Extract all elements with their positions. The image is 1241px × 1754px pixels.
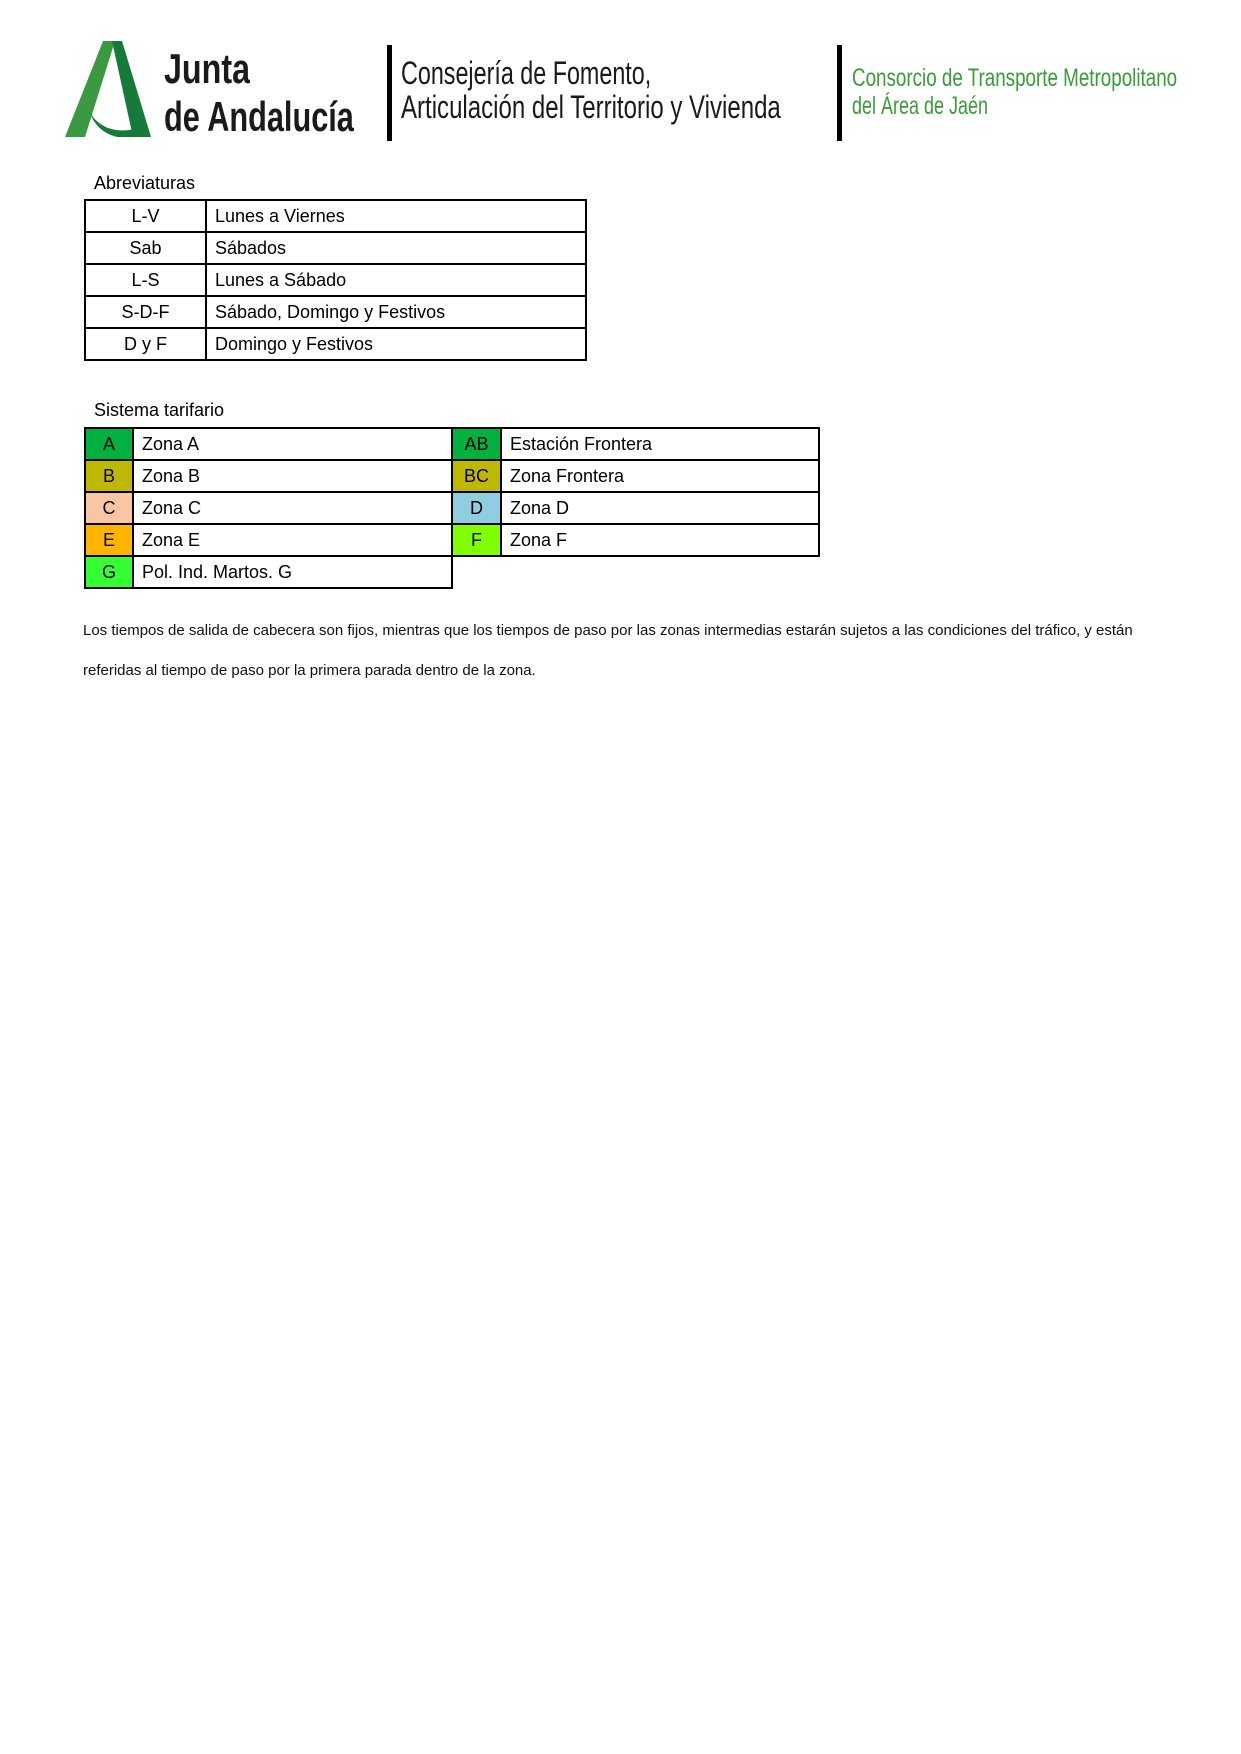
consortium-name-line2 [852, 91, 988, 123]
abbreviation-code: D y F [86, 329, 207, 359]
abbreviation-code: L-S [86, 265, 207, 295]
fare-zone-name: Zona C [142, 497, 202, 518]
abbreviation-meaning: Lunes a Viernes [215, 205, 345, 226]
ministry-name-line2 [401, 88, 781, 128]
ministry-name-line1-text: Consejería de Fomento, [401, 55, 651, 91]
logo-left-stroke [65, 41, 115, 137]
fare-zones-table-left [84, 427, 453, 589]
table-row [86, 429, 451, 459]
table-row [86, 263, 585, 295]
fare-zone-name: Zona D [510, 497, 570, 518]
fare-system-title: Sistema tarifario [94, 400, 225, 420]
consortium-name-line2-text: del Área de Jaén [852, 92, 988, 120]
table-row [86, 201, 585, 231]
fare-zone-code: G [86, 557, 134, 587]
fare-zone-name: Zona Frontera [510, 465, 625, 486]
abbreviation-code: L-V [86, 201, 207, 231]
abbreviation-code: Sab [86, 233, 207, 263]
fare-zone-name: Zona F [510, 529, 568, 550]
table-row [86, 523, 451, 555]
fare-zone-code: C [86, 493, 134, 523]
timetable-note: Los tiempos de salida de cabecera son fijos, mientras que los tiempos de paso por las zonas intermedias estarán sujetos a las condiciones del tráfico, y están referidas al tiempo de paso por la primera parada dentro de la zona. [83, 622, 1133, 679]
abbreviation-meaning: Sábados [215, 237, 287, 258]
abbreviation-meaning: Domingo y Festivos [215, 333, 374, 354]
abbreviation-code: S-D-F [86, 297, 207, 327]
table-row [86, 295, 585, 327]
ministry-name-line2-text: Articulación del Territorio y Vivienda [401, 89, 781, 125]
fare-zone-code: BC [453, 461, 502, 491]
table-row [86, 555, 451, 587]
fare-zone-code: D [453, 493, 502, 523]
header-divider [837, 45, 842, 141]
fare-zone-code: B [86, 461, 134, 491]
logo-text-de-andalucia [164, 94, 354, 144]
table-row [453, 429, 818, 459]
logo-right-stroke [112, 41, 151, 137]
fare-zone-code: F [453, 525, 502, 555]
table-row [453, 459, 818, 491]
table-row [86, 327, 585, 359]
table-row [86, 459, 451, 491]
abbreviations-title: Abreviaturas [94, 173, 196, 193]
table-row [453, 523, 818, 555]
logo-text-de-andalucia-label: de Andalucía [164, 94, 354, 140]
header-divider [387, 45, 392, 141]
fare-zone-name: Zona E [142, 529, 201, 550]
fare-zone-name: Zona A [142, 433, 200, 454]
table-row [86, 491, 451, 523]
table-row [453, 491, 818, 523]
fare-zone-code: A [86, 429, 134, 459]
logo-text-junta-label: Junta [164, 46, 250, 92]
abbreviation-meaning: Sábado, Domingo y Festivos [215, 301, 446, 322]
consortium-name-line1-text: Consorcio de Transporte Metropolitano [852, 64, 1177, 92]
abbreviations-table [84, 199, 587, 361]
logo-text-junta [164, 46, 250, 96]
fare-zone-name: Pol. Ind. Martos. G [142, 561, 293, 582]
table-row [86, 231, 585, 263]
abbreviation-meaning: Lunes a Sábado [215, 269, 347, 290]
fare-zone-name: Zona B [142, 465, 201, 486]
fare-zone-name: Estación Frontera [510, 433, 653, 454]
fare-zones-table-right [451, 427, 820, 557]
fare-zone-code: AB [453, 429, 502, 459]
fare-zone-code: E [86, 525, 134, 555]
junta-de-andalucia-logo-icon [65, 41, 151, 137]
